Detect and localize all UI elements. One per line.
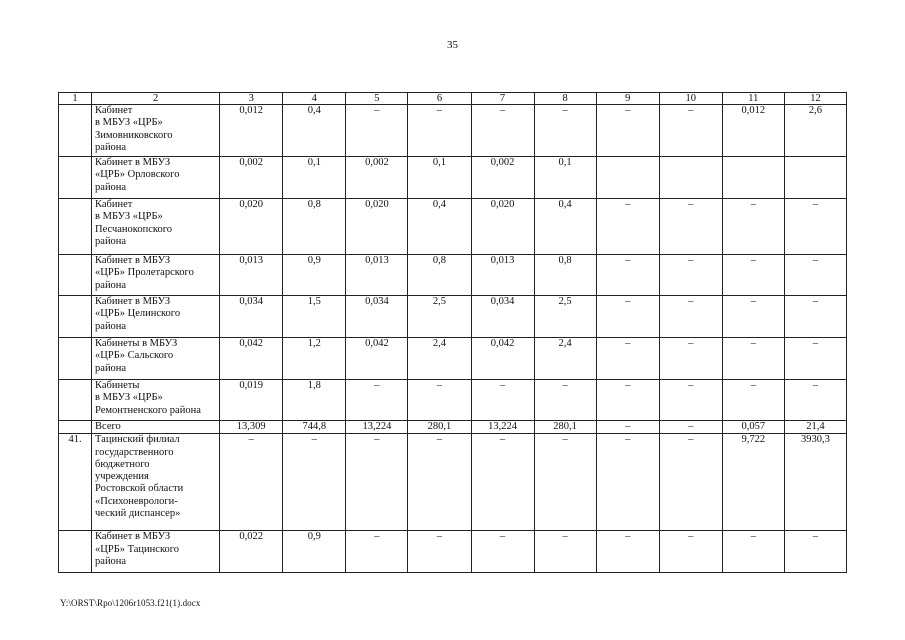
institution-name-cell: Тацинский филиал государственного бюджетного учреждения Ростовской области «Психоневрологи- ческий диспансер» bbox=[92, 434, 220, 531]
value-cell: 21,4 bbox=[784, 421, 846, 434]
value-cell: – bbox=[596, 105, 659, 157]
value-cell: 0,8 bbox=[534, 255, 596, 296]
column-header: 11 bbox=[722, 93, 784, 105]
value-cell: 280,1 bbox=[408, 421, 471, 434]
value-cell: 13,224 bbox=[471, 421, 534, 434]
value-cell: – bbox=[534, 105, 596, 157]
column-header: 9 bbox=[596, 93, 659, 105]
page-number: 35 bbox=[447, 39, 458, 51]
value-cell: 9,722 bbox=[722, 434, 784, 531]
value-cell: – bbox=[722, 199, 784, 255]
value-cell: – bbox=[784, 531, 846, 573]
value-cell: 0,012 bbox=[722, 105, 784, 157]
header-row bbox=[59, 93, 847, 105]
value-cell: 0,042 bbox=[220, 338, 283, 380]
value-cell: – bbox=[784, 338, 846, 380]
value-cell: – bbox=[408, 380, 471, 421]
value-cell: 0,042 bbox=[346, 338, 408, 380]
column-header: 7 bbox=[471, 93, 534, 105]
value-cell: 1,5 bbox=[283, 296, 346, 338]
institution-name-cell: Кабинет в МБУЗ «ЦРБ» Песчанокопского района bbox=[92, 199, 220, 255]
data-table bbox=[58, 92, 847, 573]
value-cell: – bbox=[659, 199, 722, 255]
institution-name-cell: Кабинет в МБУЗ «ЦРБ» Зимовниковского района bbox=[92, 105, 220, 157]
table-row bbox=[59, 421, 847, 434]
value-cell: 0,1 bbox=[534, 157, 596, 199]
value-cell: 2,5 bbox=[534, 296, 596, 338]
value-cell bbox=[596, 157, 659, 199]
value-cell: 0,034 bbox=[220, 296, 283, 338]
table-row bbox=[59, 157, 847, 199]
institution-name-cell: Кабинет в МБУЗ «ЦРБ» Орловского района bbox=[92, 157, 220, 199]
value-cell: – bbox=[596, 531, 659, 573]
file-path-footer: Y:\ORST\Rpo\1206r1053.f21(1).docx bbox=[60, 598, 201, 608]
value-cell: 0,057 bbox=[722, 421, 784, 434]
value-cell: 0,020 bbox=[346, 199, 408, 255]
row-number-cell bbox=[59, 380, 92, 421]
value-cell: – bbox=[596, 338, 659, 380]
value-cell: – bbox=[784, 380, 846, 421]
value-cell: – bbox=[346, 380, 408, 421]
table-row bbox=[59, 199, 847, 255]
value-cell: – bbox=[659, 338, 722, 380]
value-cell: 0,4 bbox=[283, 105, 346, 157]
value-cell: 0,4 bbox=[534, 199, 596, 255]
value-cell: – bbox=[346, 531, 408, 573]
value-cell bbox=[659, 157, 722, 199]
value-cell: – bbox=[471, 434, 534, 531]
table-row bbox=[59, 255, 847, 296]
value-cell: – bbox=[408, 531, 471, 573]
value-cell: 0,034 bbox=[346, 296, 408, 338]
value-cell: 280,1 bbox=[534, 421, 596, 434]
value-cell: – bbox=[722, 531, 784, 573]
column-header: 6 bbox=[408, 93, 471, 105]
value-cell: 1,2 bbox=[283, 338, 346, 380]
value-cell: – bbox=[596, 434, 659, 531]
value-cell: – bbox=[784, 199, 846, 255]
value-cell: – bbox=[283, 434, 346, 531]
column-header: 10 bbox=[659, 93, 722, 105]
value-cell: – bbox=[784, 255, 846, 296]
value-cell: 0,8 bbox=[283, 199, 346, 255]
value-cell: 0,002 bbox=[220, 157, 283, 199]
value-cell: 0,9 bbox=[283, 255, 346, 296]
value-cell: 0,020 bbox=[471, 199, 534, 255]
value-cell: 0,1 bbox=[283, 157, 346, 199]
value-cell: 2,5 bbox=[408, 296, 471, 338]
value-cell: 0,020 bbox=[220, 199, 283, 255]
value-cell: – bbox=[408, 434, 471, 531]
row-number-cell bbox=[59, 531, 92, 573]
value-cell: 744,8 bbox=[283, 421, 346, 434]
table-row bbox=[59, 531, 847, 573]
value-cell: – bbox=[659, 434, 722, 531]
value-cell: – bbox=[784, 296, 846, 338]
value-cell: – bbox=[346, 105, 408, 157]
column-header: 3 bbox=[220, 93, 283, 105]
value-cell: – bbox=[722, 255, 784, 296]
value-cell: 0,8 bbox=[408, 255, 471, 296]
value-cell: 0,019 bbox=[220, 380, 283, 421]
institution-name-cell: Кабинет в МБУЗ «ЦРБ» Целинского района bbox=[92, 296, 220, 338]
value-cell: 1,8 bbox=[283, 380, 346, 421]
value-cell: 2,6 bbox=[784, 105, 846, 157]
table-row bbox=[59, 105, 847, 157]
value-cell: – bbox=[596, 421, 659, 434]
value-cell: 0,012 bbox=[220, 105, 283, 157]
value-cell: 13,309 bbox=[220, 421, 283, 434]
value-cell: 0,022 bbox=[220, 531, 283, 573]
column-header: 2 bbox=[92, 93, 220, 105]
value-cell: 3930,3 bbox=[784, 434, 846, 531]
institution-name-cell: Кабинеты в МБУЗ «ЦРБ» Ремонтненского района bbox=[92, 380, 220, 421]
institution-name-cell: Кабинеты в МБУЗ «ЦРБ» Сальского района bbox=[92, 338, 220, 380]
value-cell: 0,002 bbox=[471, 157, 534, 199]
row-number-cell bbox=[59, 338, 92, 380]
row-number-cell bbox=[59, 199, 92, 255]
value-cell: – bbox=[408, 105, 471, 157]
value-cell: 0,013 bbox=[471, 255, 534, 296]
column-header: 5 bbox=[346, 93, 408, 105]
table-row bbox=[59, 434, 847, 531]
value-cell: – bbox=[659, 255, 722, 296]
value-cell: 0,1 bbox=[408, 157, 471, 199]
value-cell: 0,9 bbox=[283, 531, 346, 573]
institution-name-cell: Всего bbox=[92, 421, 220, 434]
table-row bbox=[59, 296, 847, 338]
value-cell: – bbox=[534, 380, 596, 421]
institution-name-cell: Кабинет в МБУЗ «ЦРБ» Пролетарского района bbox=[92, 255, 220, 296]
value-cell: – bbox=[659, 296, 722, 338]
table-row bbox=[59, 380, 847, 421]
value-cell: – bbox=[534, 531, 596, 573]
table-row bbox=[59, 338, 847, 380]
value-cell bbox=[784, 157, 846, 199]
value-cell bbox=[722, 157, 784, 199]
value-cell: – bbox=[596, 296, 659, 338]
row-number-cell bbox=[59, 105, 92, 157]
value-cell: – bbox=[596, 380, 659, 421]
value-cell: 13,224 bbox=[346, 421, 408, 434]
value-cell: – bbox=[659, 380, 722, 421]
value-cell: – bbox=[471, 531, 534, 573]
value-cell: – bbox=[722, 380, 784, 421]
value-cell: 0,002 bbox=[346, 157, 408, 199]
value-cell: 2,4 bbox=[534, 338, 596, 380]
row-number-cell bbox=[59, 157, 92, 199]
row-number-cell: 41. bbox=[59, 434, 92, 531]
value-cell: – bbox=[659, 105, 722, 157]
value-cell: – bbox=[659, 421, 722, 434]
value-cell: – bbox=[722, 296, 784, 338]
value-cell: – bbox=[471, 380, 534, 421]
value-cell: 0,042 bbox=[471, 338, 534, 380]
value-cell: – bbox=[596, 199, 659, 255]
value-cell: 0,013 bbox=[346, 255, 408, 296]
value-cell: 0,013 bbox=[220, 255, 283, 296]
value-cell: – bbox=[534, 434, 596, 531]
institution-name-cell: Кабинет в МБУЗ «ЦРБ» Тацинского района bbox=[92, 531, 220, 573]
row-number-cell bbox=[59, 296, 92, 338]
value-cell: – bbox=[346, 434, 408, 531]
column-header: 12 bbox=[784, 93, 846, 105]
value-cell: 2,4 bbox=[408, 338, 471, 380]
row-number-cell bbox=[59, 255, 92, 296]
value-cell: 0,4 bbox=[408, 199, 471, 255]
column-header: 1 bbox=[59, 93, 92, 105]
row-number-cell bbox=[59, 421, 92, 434]
column-header: 4 bbox=[283, 93, 346, 105]
value-cell: – bbox=[596, 255, 659, 296]
value-cell: – bbox=[722, 338, 784, 380]
value-cell: – bbox=[659, 531, 722, 573]
column-header: 8 bbox=[534, 93, 596, 105]
value-cell: – bbox=[220, 434, 283, 531]
value-cell: – bbox=[471, 105, 534, 157]
value-cell: 0,034 bbox=[471, 296, 534, 338]
